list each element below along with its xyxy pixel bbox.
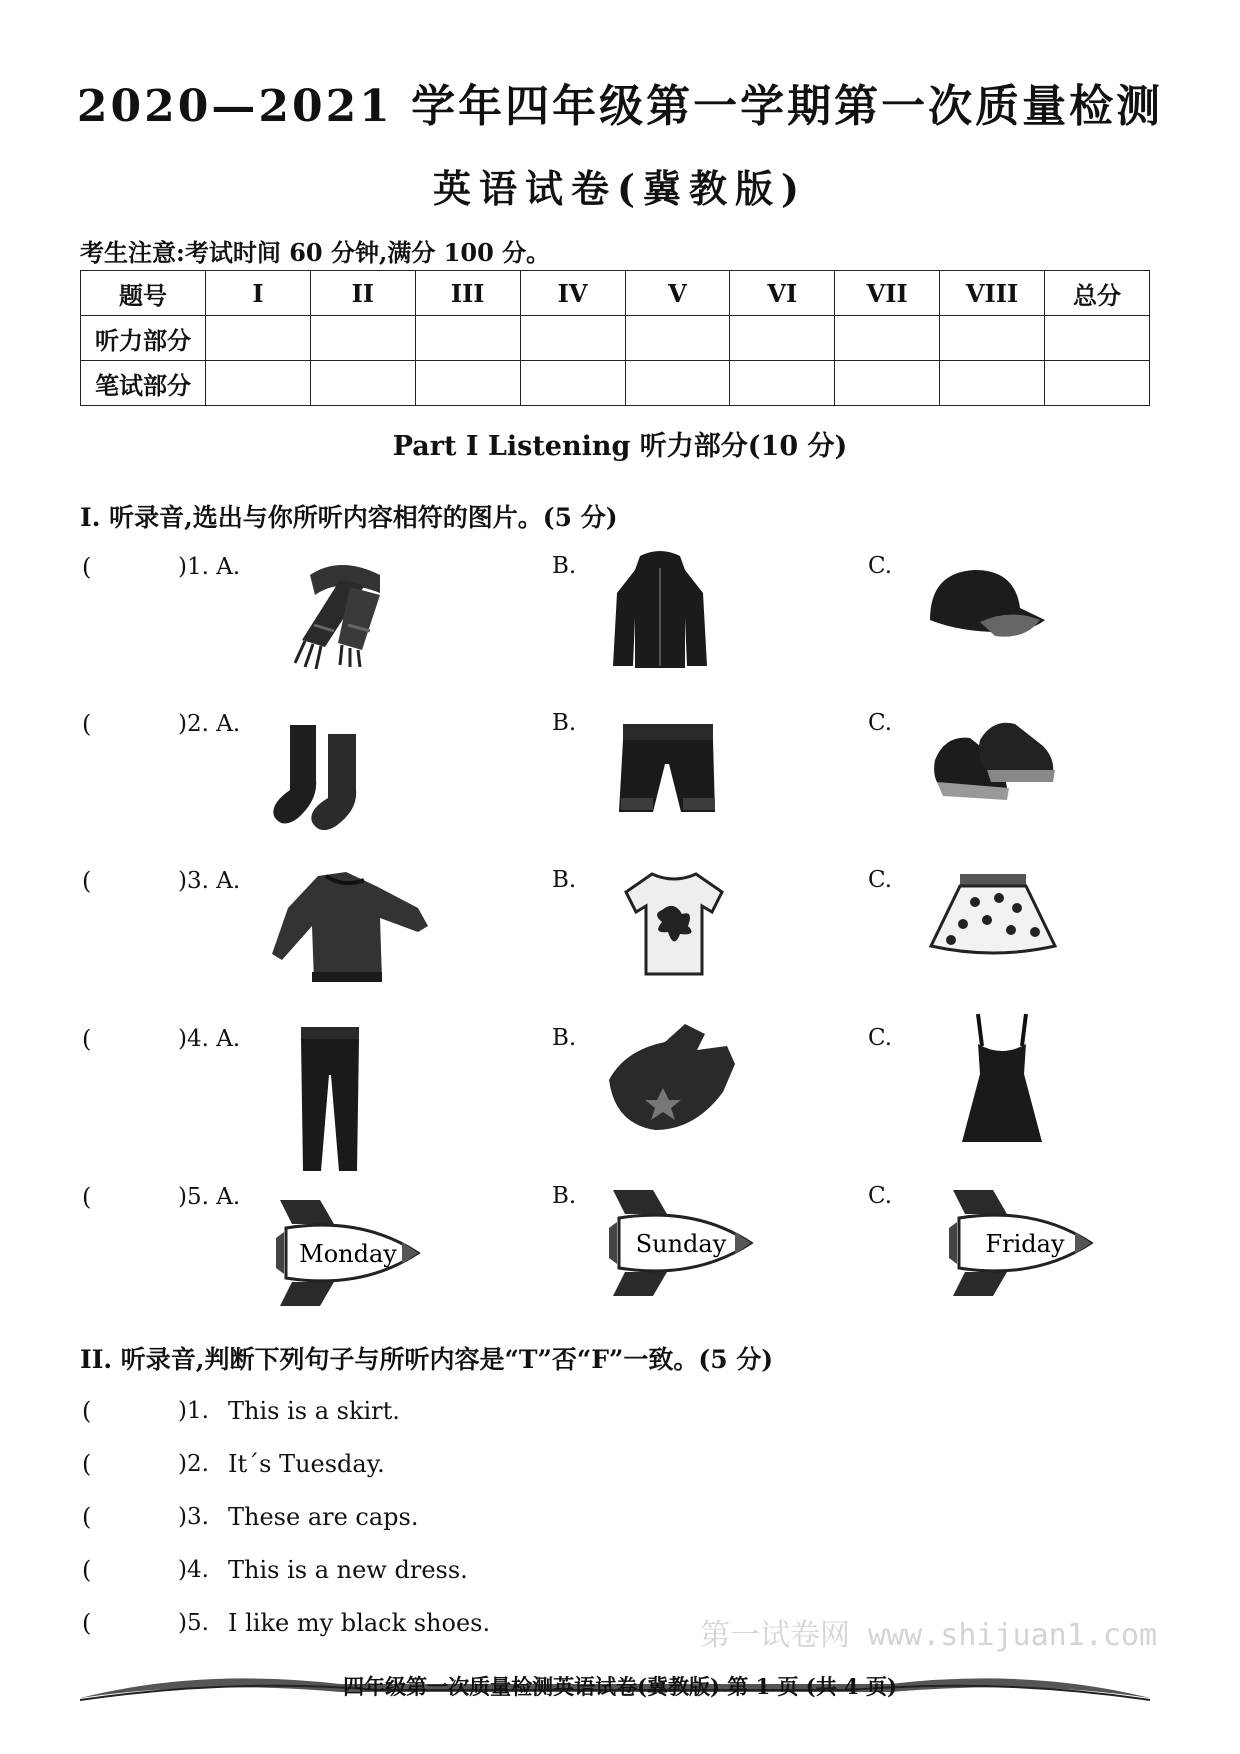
jacket-icon <box>605 548 715 673</box>
score-cell[interactable] <box>415 361 520 406</box>
cap-icon <box>920 560 1050 650</box>
score-header-cell: IV <box>520 271 625 316</box>
option-label: C. <box>868 553 893 579</box>
score-cell[interactable] <box>310 316 415 361</box>
sweater-icon <box>268 868 433 988</box>
score-header-cell: VIII <box>940 271 1045 316</box>
answer-paren[interactable]: ( <box>82 1609 92 1637</box>
socks-icon <box>268 720 378 835</box>
rocket-icon <box>605 1188 775 1298</box>
answer-paren[interactable]: ( <box>82 867 92 895</box>
score-cell[interactable] <box>1045 361 1150 406</box>
shorts-icon <box>615 720 720 820</box>
score-header-cell: II <box>310 271 415 316</box>
answer-paren[interactable]: ( <box>82 1397 92 1425</box>
rocket-day-label: Sunday <box>635 1230 727 1258</box>
part-title: Part I Listening 听力部分(10 分) <box>392 431 848 462</box>
score-cell[interactable] <box>206 316 311 361</box>
item-number: )4. <box>178 1557 209 1583</box>
scarf-icon <box>270 555 400 675</box>
section-1-title: I. 听录音,选出与你所听内容相符的图片。(5 分) <box>80 503 618 532</box>
answer-paren[interactable]: ( <box>82 1025 92 1053</box>
rocket-day-label: Friday <box>985 1230 1065 1258</box>
question-number: )5. A. <box>178 1184 241 1210</box>
score-table-row <box>81 361 1150 406</box>
score-header-cell: VII <box>835 271 940 316</box>
score-cell[interactable] <box>835 316 940 361</box>
score-cell[interactable] <box>940 361 1045 406</box>
option-label: B. <box>552 1025 577 1051</box>
answer-paren[interactable]: ( <box>82 1556 92 1584</box>
score-header-cell: III <box>415 271 520 316</box>
rocket-day-label: Monday <box>299 1240 397 1268</box>
dress-icon <box>960 1012 1045 1147</box>
exam-notice: 考生注意:考试时间 60 分钟,满分 100 分。 <box>80 238 551 267</box>
skirt-icon <box>925 868 1060 963</box>
item-number: )5. <box>178 1610 209 1636</box>
watermark: 第一试卷网 www.shijuan1.com <box>700 1618 1158 1653</box>
option-label: C. <box>868 710 893 736</box>
score-cell[interactable] <box>415 316 520 361</box>
option-label: C. <box>868 1183 893 1209</box>
item-sentence: These are caps. <box>228 1503 419 1531</box>
item-number: )2. <box>178 1451 209 1477</box>
answer-paren[interactable]: ( <box>82 710 92 738</box>
option-label: C. <box>868 867 893 893</box>
score-header-cell: I <box>206 271 311 316</box>
score-header-cell: VI <box>730 271 835 316</box>
exam-subtitle: 英语试卷(冀教版) <box>433 166 807 211</box>
answer-paren[interactable]: ( <box>82 1183 92 1211</box>
answer-paren[interactable]: ( <box>82 1503 92 1531</box>
exam-title: 2020—2021 学年四年级第一学期第一次质量检测 <box>76 81 1164 132</box>
score-row-label: 笔试部分 <box>81 361 206 406</box>
score-table-header-row <box>81 271 1150 316</box>
score-cell[interactable] <box>730 361 835 406</box>
gloves-icon <box>605 1020 740 1140</box>
item-sentence: This is a new dress. <box>228 1556 468 1584</box>
section-2-title: II. 听录音,判断下列句子与所听内容是“T”否“F”一致。(5 分) <box>80 1345 774 1374</box>
question-number: )4. A. <box>178 1026 241 1052</box>
pants-icon <box>295 1025 365 1175</box>
score-cell[interactable] <box>730 316 835 361</box>
score-cell[interactable] <box>625 361 730 406</box>
score-cell[interactable] <box>1045 316 1150 361</box>
score-cell[interactable] <box>940 316 1045 361</box>
shoes-icon <box>925 710 1065 810</box>
item-number: )1. <box>178 1398 209 1424</box>
item-sentence: It´s Tuesday. <box>228 1450 385 1478</box>
score-cell[interactable] <box>206 361 311 406</box>
score-cell[interactable] <box>520 316 625 361</box>
score-header-cell: 题号 <box>81 271 206 316</box>
score-table-row <box>81 316 1150 361</box>
option-label: B. <box>552 710 577 736</box>
score-cell[interactable] <box>310 361 415 406</box>
question-number: )2. A. <box>178 711 241 737</box>
question-number: )1. A. <box>178 554 241 580</box>
score-cell[interactable] <box>520 361 625 406</box>
item-sentence: I like my black shoes. <box>228 1609 491 1637</box>
option-label: B. <box>552 867 577 893</box>
score-row-label: 听力部分 <box>81 316 206 361</box>
score-cell[interactable] <box>625 316 730 361</box>
option-label: B. <box>552 553 577 579</box>
item-number: )3. <box>178 1504 209 1530</box>
question-number: )3. A. <box>178 868 241 894</box>
rocket-icon <box>272 1198 442 1308</box>
option-label: B. <box>552 1183 577 1209</box>
page-footer: 四年级第一次质量检测英语试卷(冀教版) 第 1 页 (共 4 页) <box>343 1674 897 1699</box>
answer-paren[interactable]: ( <box>82 1450 92 1478</box>
answer-paren[interactable]: ( <box>82 553 92 581</box>
score-header-cell: 总分 <box>1045 271 1150 316</box>
t-shirt-icon <box>622 870 727 980</box>
score-header-cell: V <box>625 271 730 316</box>
rocket-icon <box>945 1188 1115 1298</box>
score-table <box>80 270 1150 406</box>
item-sentence: This is a skirt. <box>228 1397 400 1425</box>
score-cell[interactable] <box>835 361 940 406</box>
option-label: C. <box>868 1025 893 1051</box>
